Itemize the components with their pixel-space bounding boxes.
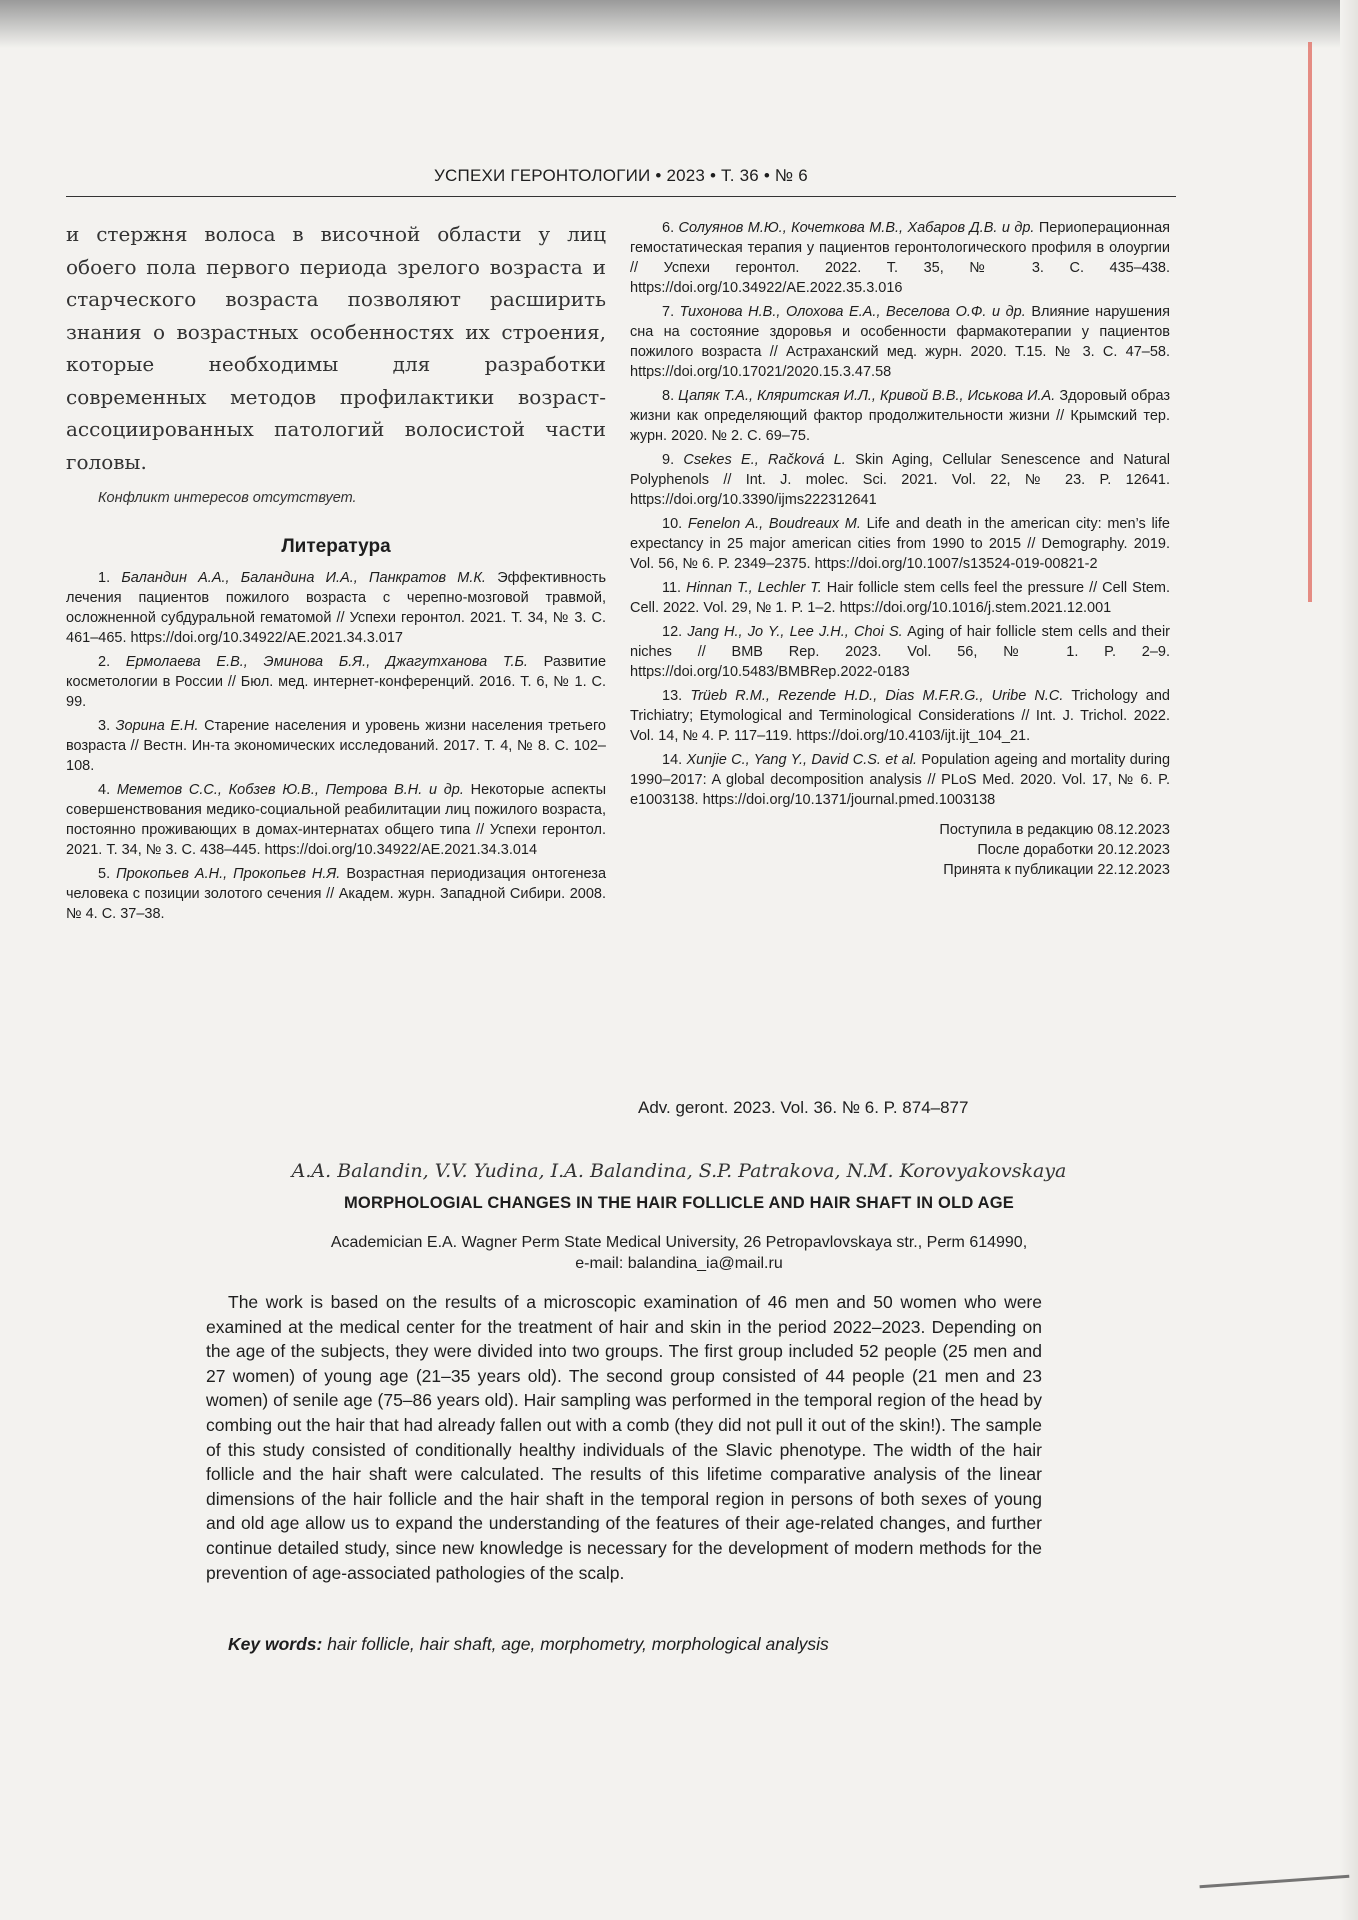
reference-text: Некоторые аспекты совершенствования медико-социальной реабилитации лиц пожилого возраста, постоянно проживающих в домах-интернатах общего типа // Успехи геронтол. 2021. Т. 34, № 3. С. 438–445. https://doi.org/10.34922/AE.2021.34.3.014: [66, 782, 607, 858]
reference-authors: Солуянов М.Ю., Кочеткова М.В., Хабаров Д.В. и др.: [678, 220, 1035, 236]
reference-number: 13.: [662, 688, 683, 704]
reference-text: Периоперационная гемостатическая терапия у пациентов геронтологического профиля в олоургии // Успехи геронтол. 2022. Т. 35, № 3. С. 435–438. https://doi.org/10.34922/AE.2022.35.3.016: [630, 220, 1170, 296]
body-paragraph: и стержня волоса в височной области у лиц обоего пола первого периода зрелого возраста и старческого возраста позволяют расширить знания о возрастных особенностях их строения, которые необходимы для разработки современных методов профилактики возраст-ассоциированных патологий волосистой части головы.: [66, 222, 606, 474]
reference-authors: Зорина Е.Н.: [115, 718, 199, 734]
submission-dates: [630, 820, 1170, 880]
reference-authors: Trüeb R.M., Rezende H.D., Dias M.F.R.G., Uribe N.C.: [690, 688, 1064, 704]
reference-item: [630, 450, 1170, 510]
scan-smudge: [1200, 1875, 1351, 1904]
reference-text: Trichology and Trichiatry; Etymological and Terminological Considerations // Int. J. Trichol. 2022. Vol. 14, № 4. P. 117–119. https://doi.org/10.4103/ijt.ijt_104_21.: [630, 688, 1170, 744]
reference-item: [66, 652, 606, 712]
reference-number: 7.: [662, 304, 675, 320]
reference-number: 1.: [98, 570, 111, 586]
reference-authors: Баландин А.А., Баландина И.А., Панкратов М.К.: [121, 570, 486, 586]
reference-text: Развитие косметологии в России // Бюл. мед. интернет-конференций. 2016. Т. 6, № 1. С. 99.: [66, 654, 607, 710]
affiliation-address: Academician E.A. Wagner Perm State Medical University, 26 Petropavlovskaya str., Perm 614990,: [330, 1234, 1028, 1251]
reference-text: Aging of hair follicle stem cells and their niches // BMB Rep. 2023. Vol. 56, № 1. P. 2–9. https://doi.org/10.5483/BMBRep.2022-0183: [630, 624, 1170, 680]
reference-list-right: [630, 218, 1170, 810]
reference-item: [66, 780, 606, 860]
reference-number: 14.: [662, 752, 683, 768]
reference-item: [630, 386, 1170, 446]
reference-authors: Прокопьев А.Н., Прокопьев Н.Я.: [116, 866, 341, 882]
date-received: Поступила в редакцию 08.12.2023: [939, 822, 1170, 838]
reference-number: 4.: [98, 782, 111, 798]
reference-item: [630, 218, 1170, 298]
reference-number: 12.: [662, 624, 683, 640]
english-citation: Adv. geront. 2023. Vol. 36. № 6. P. 874–877: [638, 1098, 969, 1117]
reference-text: Здоровый образ жизни как определяющий фактор продолжительности жизни // Крымский тер. журн. 2020. № 2. С. 69–75.: [630, 388, 1170, 444]
scan-top-shadow: [0, 0, 1358, 48]
reference-list-left: [66, 568, 606, 924]
keywords: [206, 1632, 1042, 1656]
reference-text: Skin Aging, Cellular Senescence and Natural Polyphenols // Int. J. molec. Sci. 2021. Vol. 22, № 23. P. 12641. https://doi.org/10.3390/ijms222312641: [630, 452, 1171, 508]
reference-item: [66, 864, 606, 924]
reference-text: Старение населения и уровень жизни населения третьего возраста // Вестн. Ин-та экономических исследований. 2017. Т. 4, № 8. С. 102–108.: [66, 718, 606, 774]
reference-number: 11.: [662, 580, 682, 596]
affiliation: [150, 1232, 1208, 1274]
reference-item: [630, 622, 1170, 682]
reference-item: [630, 302, 1170, 382]
reference-authors: Цапяк Т.А., Кляритская И.Л., Кривой В.В., Иськова И.А.: [678, 388, 1056, 404]
date-accepted: Принята к публикации 22.12.2023: [943, 862, 1170, 878]
reference-authors: Тихонова Н.В., Олохова Е.А., Веселова О.Ф. и др.: [679, 304, 1026, 320]
page-edge-shadow: [1340, 0, 1358, 1920]
reference-item: [630, 686, 1170, 746]
reference-authors: Hinnan T., Lechler T.: [686, 580, 822, 596]
reference-item: [66, 716, 606, 776]
reference-text: Эффективность лечения пациентов пожилого возраста с черепно-мозговой травмой, осложненной субдуральной гематомой // Успехи геронтол. 2021. Т. 34, № 3. С. 461–465. https://doi.org/10.34922/AE.2021.34.3.017: [66, 570, 607, 646]
reference-text: Life and death in the american city: men’s life expectancy in 25 major american cities from 1990 to 2015 // Demography. 2019. Vol. 56, № 6. P. 2349–2375. https://doi.org/10.1007/s13524-019-00821-2: [630, 516, 1170, 572]
date-revised: После доработки 20.12.2023: [977, 842, 1170, 858]
reference-item: [66, 568, 606, 648]
reference-text: Влияние нарушения сна на состояние здоровья и особенности фармакотерапии у пациентов пожилого возраста // Астраханский мед. журн. 2020. Т.15. № 3. С. 47–58. https://doi.org/10.17021/2020.15.3.47.58: [630, 304, 1171, 380]
conflict-statement: Конфликт интересов отсутствует.: [98, 490, 357, 506]
reference-authors: Csekes E., Račková L.: [683, 452, 846, 468]
reference-number: 9.: [662, 452, 675, 468]
reference-number: 3.: [98, 718, 111, 734]
keywords-text: hair follicle, hair shaft, age, morphometry, morphological analysis: [327, 1634, 829, 1654]
references-heading: Литература: [281, 536, 391, 557]
reference-authors: Xunjie C., Yang Y., David C.S. et al.: [686, 752, 917, 768]
english-abstract: The work is based on the results of a microscopic examination of 46 men and 50 women who were examined at the medical center for the treatment of hair and skin in the period 2022–2023. Depending on the age of the subjects, they were divided into two groups. The first group included 52 people (25 men and 27 women) of young age (21–35 years old). The second group consisted of 44 people (21 men and 23 women) of senile age (75–86 years old). Hair sampling was performed in the temporal region of the head by combing out the hair that had already fallen out with a comb (they did not pull it out of the skin!). The sample of this study consisted of conditionally healthy individuals of the Slavic phenotype. The width of the hair follicle and the hair shaft were calculated. The results of this lifetime comparative analysis of the linear dimensions of the hair follicle and the hair shaft in the temporal region in persons of both sexes of young and old age allow us to expand the understanding of the features of their age-related changes, and further continue detailed study, since new knowledge is necessary for the development of modern methods for the prevention of age-associated pathologies of the scalp.: [206, 1292, 1042, 1583]
reference-number: 8.: [662, 388, 675, 404]
reference-item: [630, 750, 1170, 810]
reference-number: 10.: [662, 516, 683, 532]
right-column: [630, 218, 1170, 880]
affiliation-email: e-mail: balandina_ia@mail.ru: [575, 1255, 783, 1272]
reference-number: 6.: [662, 220, 675, 236]
reference-number: 5.: [98, 866, 111, 882]
page-edge-mark: [1308, 42, 1312, 602]
header-rule: [66, 196, 1176, 197]
reference-item: [630, 514, 1170, 574]
reference-authors: Jang H., Jo Y., Lee J.H., Choi S.: [687, 624, 903, 640]
reference-authors: Меметов С.С., Кобзев Ю.В., Петрова В.Н. и др.: [116, 782, 464, 798]
reference-authors: Ермолаева Е.В., Эминова Б.Я., Джагутханова Т.Б.: [125, 654, 528, 670]
reference-item: [630, 578, 1170, 618]
english-authors: A.A. Balandin, V.V. Yudina, I.A. Balandina, S.P. Patrakova, N.M. Korovyakovskaya: [291, 1160, 1067, 1182]
running-header: УСПЕХИ ГЕРОНТОЛОГИИ • 2023 • Т. 36 • № 6: [434, 166, 808, 185]
english-title: MORPHOLOGIAL CHANGES IN THE HAIR FOLLICLE AND HAIR SHAFT IN OLD AGE: [343, 1194, 1015, 1212]
keywords-label: Key words:: [228, 1634, 323, 1654]
reference-authors: Fenelon A., Boudreaux M.: [687, 516, 861, 532]
left-column: [66, 218, 606, 928]
reference-text: Возрастная периодизация онтогенеза человека с позиции золотого сечения // Академ. журн. Западной Сибири. 2008. № 4. С. 37–38.: [66, 866, 607, 922]
reference-number: 2.: [98, 654, 111, 670]
reference-text: Population ageing and mortality during 1990–2017: A global decomposition analysis // PLoS Med. 2020. Vol. 17, № 6. P. e1003138. https://doi.org/10.1371/journal.pmed.1003138: [630, 752, 1171, 808]
reference-text: Hair follicle stem cells feel the pressure // Cell Stem. Cell. 2022. Vol. 29, № 1. P. 1–2. https://doi.org/10.1016/j.stem.2021.12.001: [630, 580, 1171, 616]
